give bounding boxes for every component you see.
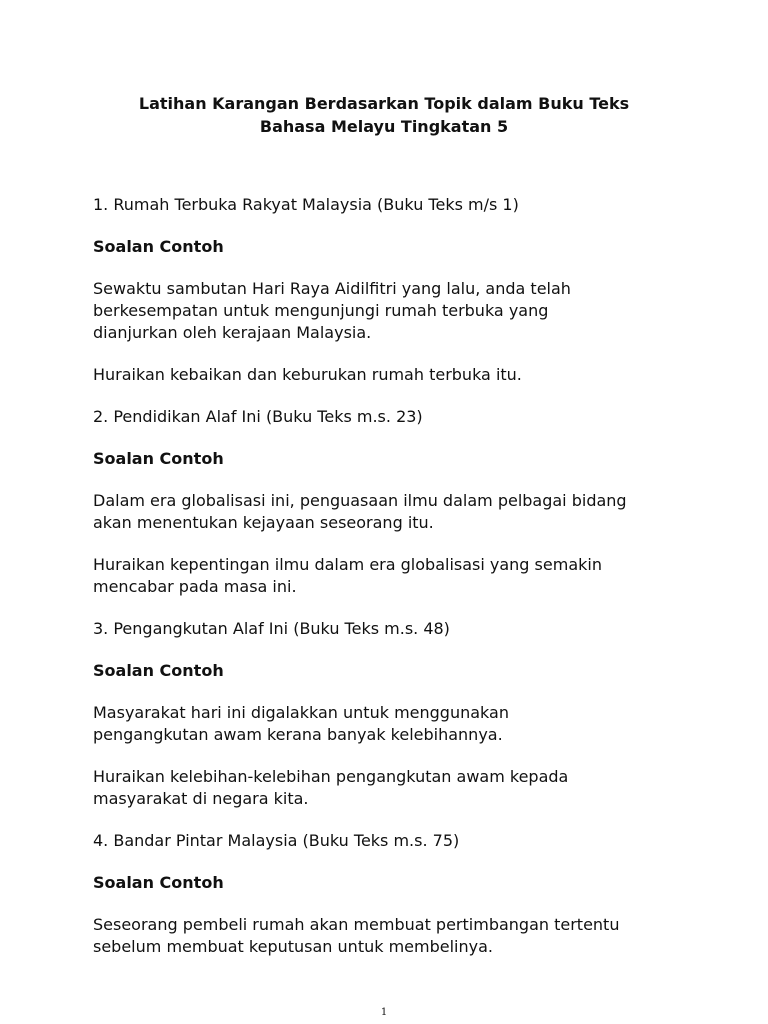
question-context	[93, 278, 713, 344]
question-context-line: dianjurkan oleh kerajaan Malaysia.	[93, 323, 372, 342]
topic-heading: 1. Rumah Terbuka Rakyat Malaysia (Buku Teks m/s 1)	[93, 195, 519, 214]
question-instruction-line: Huraikan kelebihan-kelebihan pengangkutan awam kepada	[93, 767, 569, 786]
question-instruction-line: Huraikan kebaikan dan keburukan rumah terbuka itu.	[93, 365, 522, 384]
question-context	[93, 490, 713, 534]
document-title	[60, 92, 708, 138]
sample-question-label: Soalan Contoh	[93, 449, 224, 468]
question-instruction-line: Huraikan kepentingan ilmu dalam era globalisasi yang semakin	[93, 555, 602, 574]
question-instruction	[93, 554, 713, 598]
question-context-line: sebelum membuat keputusan untuk membelinya.	[93, 937, 493, 956]
question-context-line: Sewaktu sambutan Hari Raya Aidilfitri yang lalu, anda telah	[93, 279, 571, 298]
title-line: Bahasa Melayu Tingkatan 5	[259, 117, 509, 136]
title-line: Latihan Karangan Berdasarkan Topik dalam Buku Teks	[138, 94, 630, 113]
question-instruction-line: masyarakat di negara kita.	[93, 789, 309, 808]
question-context-line: Masyarakat hari ini digalakkan untuk menggunakan	[93, 703, 509, 722]
question-context-line: akan menentukan kejayaan seseorang itu.	[93, 513, 434, 532]
sample-question-label: Soalan Contoh	[93, 237, 224, 256]
topic-heading: 2. Pendidikan Alaf Ini (Buku Teks m.s. 23)	[93, 407, 423, 426]
topic-heading: 4. Bandar Pintar Malaysia (Buku Teks m.s. 75)	[93, 831, 460, 850]
question-context-line: Dalam era globalisasi ini, penguasaan ilmu dalam pelbagai bidang	[93, 491, 627, 510]
question-context-line: berkesempatan untuk mengunjungi rumah terbuka yang	[93, 301, 549, 320]
question-context	[93, 914, 713, 958]
question-context-line: Seseorang pembeli rumah akan membuat pertimbangan tertentu	[93, 915, 620, 934]
page-number: 1	[380, 1007, 388, 1018]
question-instruction	[93, 766, 713, 810]
sample-question-label: Soalan Contoh	[93, 873, 224, 892]
question-instruction-line: mencabar pada masa ini.	[93, 577, 297, 596]
question-context	[93, 702, 713, 746]
topic-heading: 3. Pengangkutan Alaf Ini (Buku Teks m.s. 48)	[93, 619, 450, 638]
question-instruction	[93, 364, 713, 386]
question-context-line: pengangkutan awam kerana banyak kelebihannya.	[93, 725, 503, 744]
document-content	[93, 194, 713, 958]
sample-question-label: Soalan Contoh	[93, 661, 224, 680]
